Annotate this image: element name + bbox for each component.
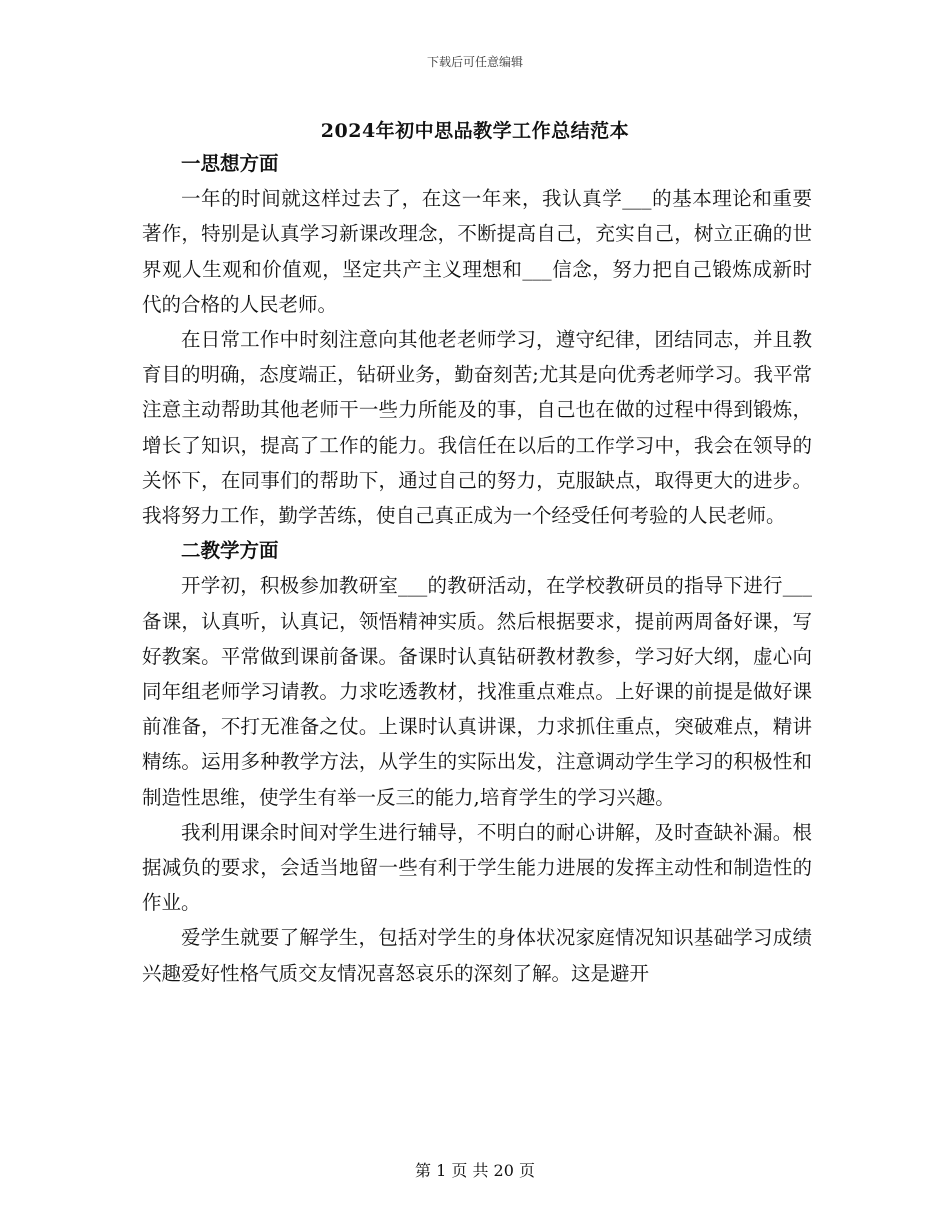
paragraph: 爱学生就要了解学生，包括对学生的身体状况家庭情况知识基础学习成绩兴趣爱好性格气质交友情况喜怒哀乐的深刻了解。这是避开 (142, 926, 812, 985)
paragraph: 一年的时间就这样过去了，在这一年来，我认真学___的基本理论和重要著作，特别是认真学习新课改理念，不断提高自己，充实自己，树立正确的世界观人生观和价值观，坚定共产主义理想和___信念，努力把自己锻炼成新时代的合格的人民老师。 (142, 187, 812, 316)
paragraph: 在日常工作中时刻注意向其他老老师学习，遵守纪律，团结同志，并且教育目的明确，态度端正，钻研业务，勤奋刻苦;尤其是向优秀老师学习。我平常注意主动帮助其他老师干一些力所能及的事，自己也在做的过程中得到锻炼，增长了知识，提高了工作的能力。我信任在以后的工作学习中，我会在领导的关怀下，在同事们的帮助下，通过自己的努力，克服缺点，取得更大的进步。我将努力工作，勤学苦练，使自己真正成为一个经受任何考验的人民老师。 (142, 328, 812, 528)
document-title: 2024年初中思品教学工作总结范本 (320, 120, 630, 142)
page-number: 第 1 页 共 20 页 (415, 1161, 535, 1180)
section-heading: 一思想方面 (181, 152, 279, 175)
section-heading: 二教学方面 (181, 539, 279, 563)
paragraph: 我利用课余时间对学生进行辅导，不明白的耐心讲解，及时查缺补漏。根据减负的要求，会适当地留一些有利于学生能力进展的发挥主动性和制造性的作业。 (142, 820, 812, 915)
document-body (142, 146, 812, 991)
paragraph: 开学初，积极参加教研室___的教研活动，在学校教研员的指导下进行___备课，认真听，认真记，领悟精神实质。然后根据要求，提前两周备好课，写好教案。平常做到课前备课。备课时认真钻研教材教参，学习好大纲，虚心向同年组老师学习请教。力求吃透教材，找准重点难点。上好课的前提是做好课前准备，不打无准备之仗。上课时认真讲课，力求抓住重点，突破难点，精讲精练。运用多种教学方法，从学生的实际出发，注意调动学生学习的积极性和制造性思维，使学生有举一反三的能力,培育学生的学习兴趣。 (142, 574, 812, 809)
header-note: 下载后可任意编辑 (426, 55, 523, 69)
